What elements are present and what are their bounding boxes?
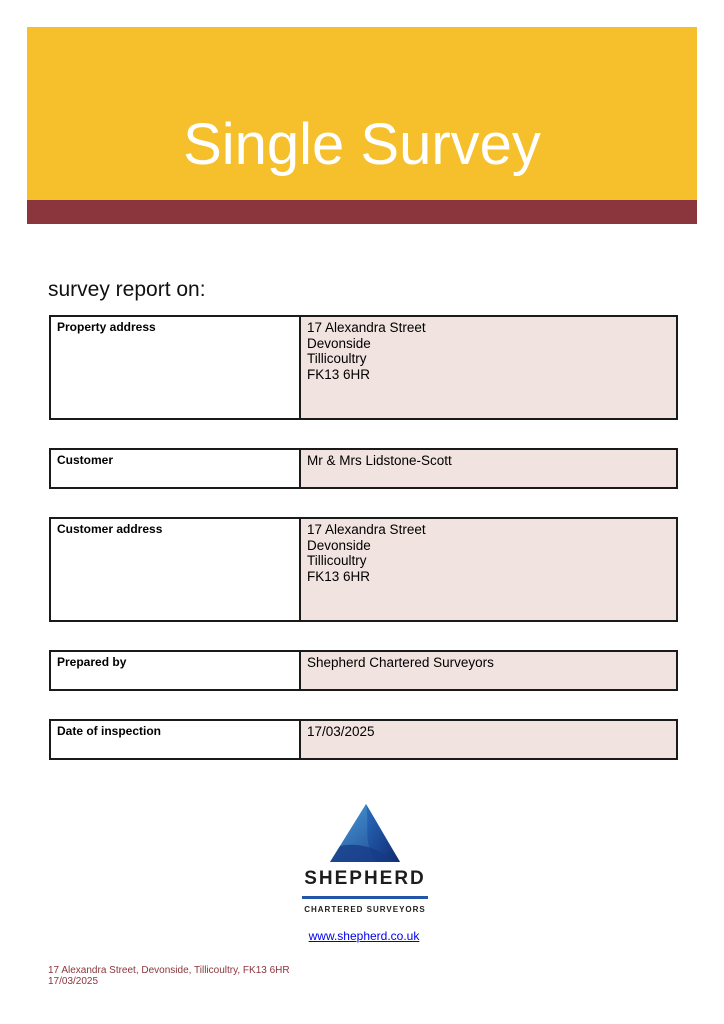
field-label: Prepared by [51,652,301,689]
footer-address: 17 Alexandra Street, Devonside, Tillicoultry, FK13 6HR [48,965,290,976]
value-line: FK13 6HR [307,568,371,584]
field-value [301,519,676,620]
field-label: Property address [51,317,301,418]
property-address-field [49,315,678,420]
value-line: Tillicoultry [307,553,367,568]
field-label: Customer address [51,519,301,620]
triangle-logo-icon [300,802,430,866]
field-value [301,317,676,418]
field-label: Date of inspection [51,721,301,758]
shepherd-logo [300,802,430,917]
logo-wordmark: SHEPHERD [304,868,426,889]
value-line: Devonside [307,537,371,553]
value-line: FK13 6HR [307,366,371,382]
report-subtitle: survey report on: [48,278,206,301]
document-title: Single Survey [183,112,541,177]
prepared-by-field [49,650,678,691]
value-line: Shepherd Chartered Surveyors [307,655,494,670]
date-of-inspection-field [49,719,678,760]
logo-tagline: CHARTERED SURVEYORS [304,905,426,914]
value-line: Mr & Mrs Lidstone-Scott [307,453,452,468]
field-label: Customer [51,450,301,487]
title-banner [27,27,697,200]
logo-underline [302,896,428,899]
footer-date: 17/03/2025 [48,976,99,987]
value-line: Devonside [307,335,371,351]
field-value [301,721,676,758]
website-link[interactable]: www.shepherd.co.uk [308,929,420,943]
customer-field [49,448,678,489]
value-line: 17/03/2025 [307,724,375,739]
footer [48,965,290,987]
field-value [301,652,676,689]
value-line: Tillicoultry [307,351,367,366]
field-value [301,450,676,487]
value-line: 17 Alexandra Street [307,522,426,537]
banner-stripe [27,200,697,224]
value-line: 17 Alexandra Street [307,320,426,335]
customer-address-field [49,517,678,622]
